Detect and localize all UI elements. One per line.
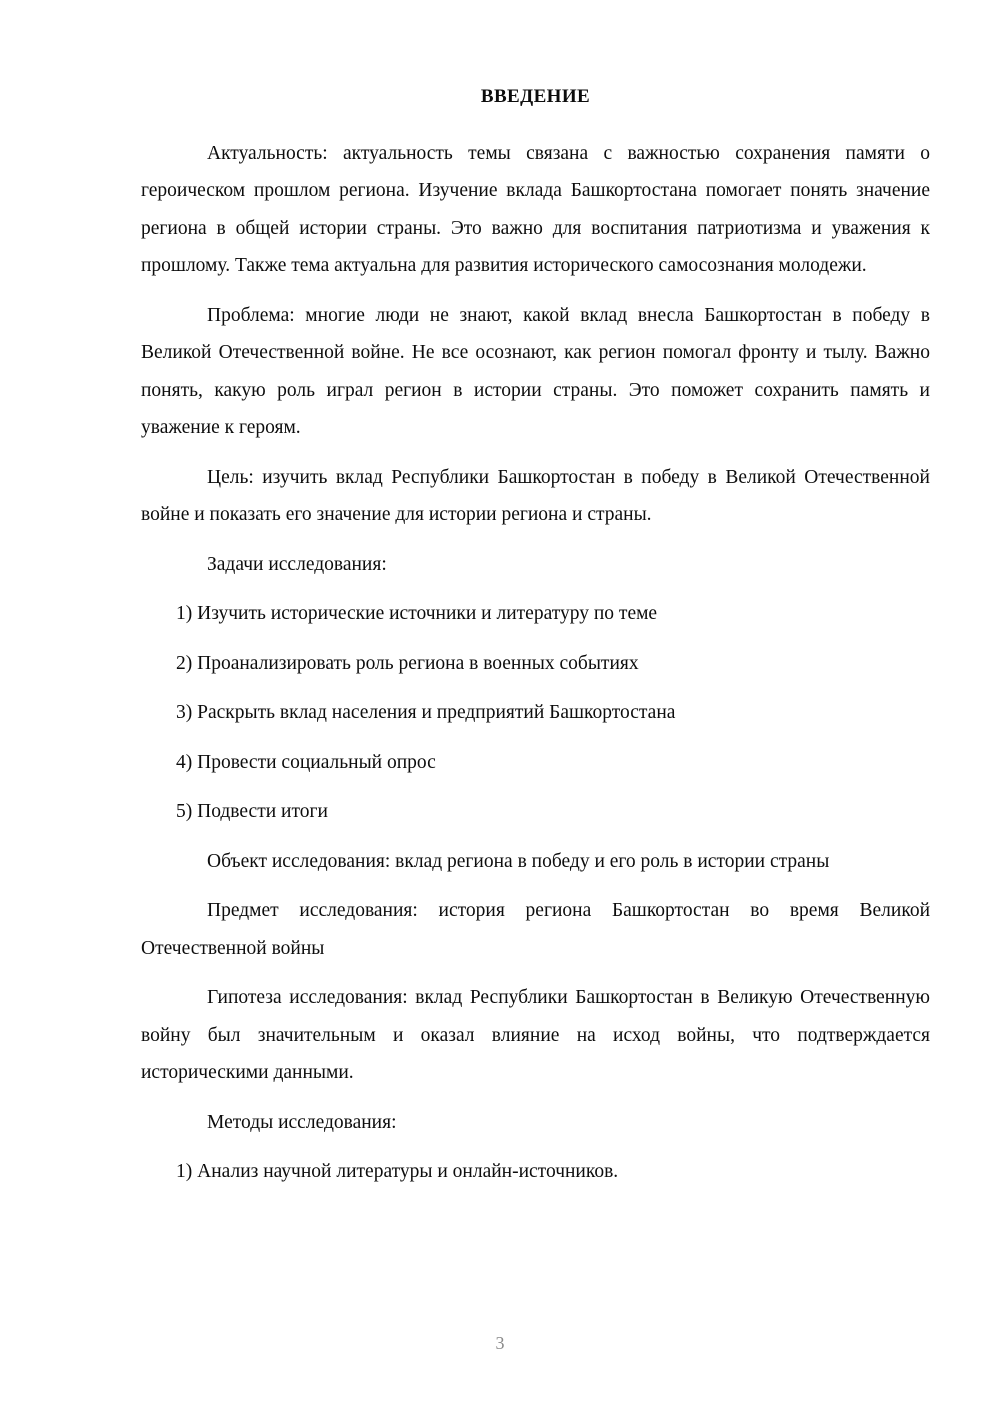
page-number: 3 (495, 1333, 505, 1353)
document-body (141, 86, 930, 1203)
task-item-4: 4) Провести социальный опрос (176, 751, 436, 773)
paragraph-subject: Предмет исследования: история региона Башкортостан во время Великой Отечественной войны (141, 900, 930, 959)
page-title: ВВЕДЕНИЕ (480, 86, 591, 107)
task-item-3: 3) Раскрыть вклад населения и предприятий Башкортостана (176, 702, 676, 724)
paragraph-hypothesis: Гипотеза исследования: вклад Республики Башкортостан в Великую Отечественную войну был значительным и оказал влияние на исход войны, что подтверждается историческими данными. (141, 987, 930, 1084)
task-item-2: 2) Проанализировать роль региона в военных событиях (176, 652, 639, 674)
paragraph-methods-label: Методы исследования: (207, 1111, 397, 1133)
task-item-1: 1) Изучить исторические источники и литературу по теме (176, 603, 658, 625)
text-block-list (141, 135, 930, 1191)
paragraph-relevance: Актуальность: актуальность темы связана с важностью сохранения памяти о героическом прошлом региона. Изучение вклада Башкортостана помогает понять значение региона в общей истории страны. Это важно для воспитания патриотизма и уважения к прошлому. Также тема актуальна для развития исторического самосознания молодежи. (141, 142, 930, 277)
paragraph-problem: Проблема: многие люди не знают, какой вклад внесла Башкортостан в победу в Великой Отечественной войне. Не все осознают, как регион помогал фронту и тылу. Важно понять, какую роль играл регион в истории страны. Это поможет сохранить память и уважение к героям. (141, 304, 930, 439)
paragraph-object: Объект исследования: вклад региона в победу и его роль в истории страны (207, 850, 830, 872)
task-item-5: 5) Подвести итоги (176, 801, 328, 823)
paragraph-goal: Цель: изучить вклад Республики Башкортостан в победу в Великой Отечественной войне и показать его значение для истории региона и страны. (141, 466, 930, 526)
method-item-1: 1) Анализ научной литературы и онлайн-источников. (176, 1161, 619, 1183)
paragraph-tasks-label: Задачи исследования: (207, 553, 387, 575)
